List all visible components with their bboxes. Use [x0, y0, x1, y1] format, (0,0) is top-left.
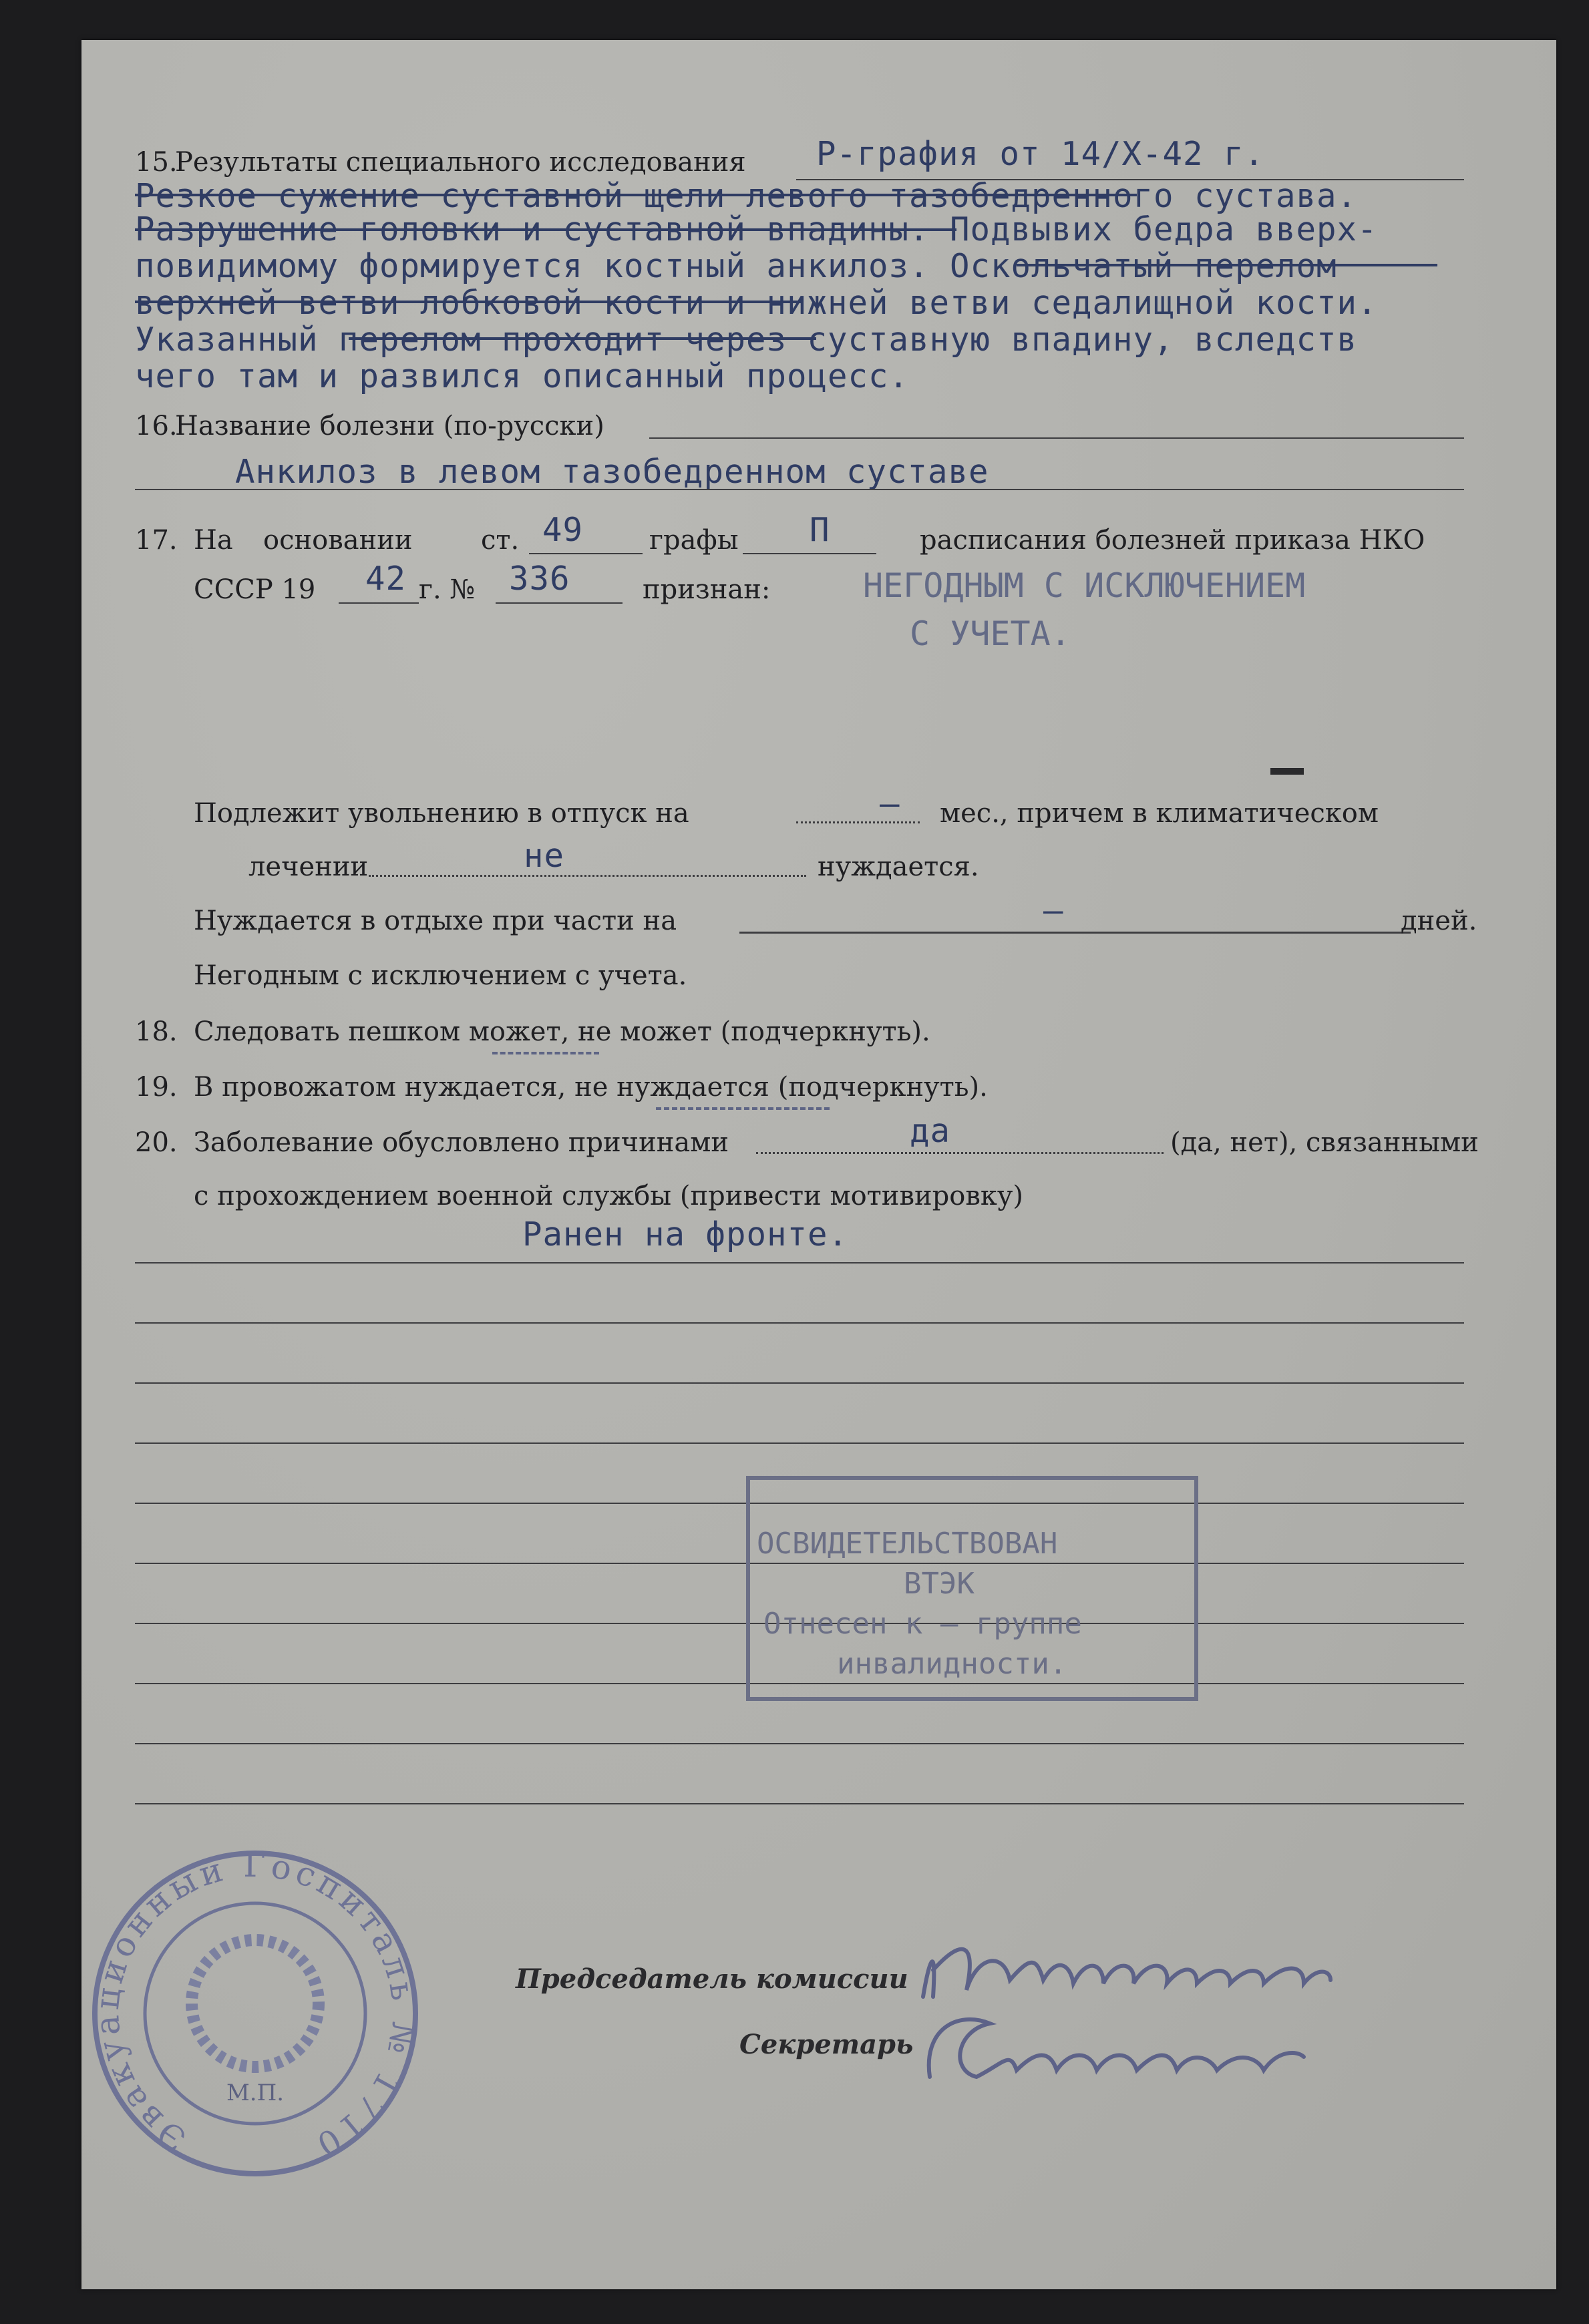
item17-article-line: [529, 553, 643, 554]
vtek-stamp-line-1: ОСВИДЕТЕЛЬСТВОВАН: [757, 1527, 1058, 1561]
strike-line-1: [135, 194, 1137, 196]
item15-line-3: повидимому формируется костный анкилоз. Оскольчатый перелом: [135, 247, 1337, 285]
leave-dotted-line: [796, 821, 920, 823]
strike-line-2: [135, 228, 956, 231]
reason-line-4: [135, 1442, 1464, 1444]
secretary-label: Секретарь: [739, 2029, 914, 2060]
unfit-statement: Негодным с исключением с учета.: [194, 960, 687, 991]
strike-line-3: [1017, 264, 1437, 266]
item17-recognized-label: признан:: [643, 574, 771, 605]
vtek-stamp-line-3: Отнесен к — группе: [763, 1607, 1082, 1641]
item18-number: 18.: [135, 1016, 178, 1047]
item16-underline-2: [135, 489, 1464, 490]
strike-line-5: [349, 337, 816, 340]
item20-value: да: [910, 1112, 951, 1150]
item19-number: 19.: [135, 1072, 178, 1103]
ink-mark: [1270, 768, 1304, 775]
treatment-text-2: нуждается.: [818, 851, 979, 882]
verdict-stamp-line-2: С УЧЕТА.: [910, 614, 1071, 653]
reason-line-3: [135, 1382, 1464, 1384]
item16-label: Название болезни (по-русски): [175, 411, 604, 441]
hospital-seal: [68, 1836, 442, 2184]
item17-word-st: ст.: [481, 525, 520, 556]
signatures: [903, 1917, 1477, 2104]
item17-year-line: [339, 602, 419, 604]
item15-line-1: Резкое сужение суставной щели левого тазобедренного сустава.: [135, 177, 1358, 215]
item17-year-value: 42: [365, 560, 407, 598]
item15-line-5: Указанный перелом проходит через суставную впадину, вследств: [135, 321, 1358, 359]
item20-reason: Ранен на фронте.: [522, 1215, 849, 1253]
document-sheet: [81, 40, 1556, 2289]
item20-number: 20.: [135, 1127, 178, 1158]
treatment-value: не: [524, 837, 565, 875]
item17-word-osnovanii: основании: [263, 525, 413, 556]
item17-order-line: [496, 602, 623, 604]
strike-line-4: [135, 301, 803, 303]
item15-value: Р-графия от 14/X-42 г.: [816, 135, 1265, 173]
seal-ring-text: Эвакуационный Госпиталь № 1710: [87, 1845, 424, 2166]
item18-text: Следовать пешком может, не может (подчеркнуть).: [194, 1016, 930, 1047]
seal-mp-text: М.П.: [226, 2080, 285, 2106]
item20-dotted-line: [756, 1152, 1164, 1154]
item17-order-value: 336: [509, 560, 570, 598]
treatment-label: лечении: [248, 851, 369, 882]
item17-ussr-text: СССР 19: [194, 574, 316, 605]
vtek-stamp-line-2: ВТЭК: [904, 1567, 975, 1601]
leave-text-2: мес., причем в климатическом: [940, 798, 1379, 829]
vtek-stamp-line-4: инвалидности.: [837, 1647, 1067, 1681]
item17-article-value: 49: [542, 511, 584, 549]
item17-column-value: П: [810, 511, 830, 549]
rest-blank-line: [739, 932, 1411, 934]
item20-label-2: (да, нет), связанными: [1170, 1127, 1479, 1158]
vtek-box-stamp: [746, 1476, 1198, 1701]
item15-number: 15.: [135, 147, 178, 178]
item17-word-grafy: графы: [649, 525, 739, 556]
item19-text: В провожатом нуждается, не нуждается (подчеркнуть).: [194, 1072, 988, 1103]
item18-underline-mark: [492, 1052, 599, 1054]
reason-line-2: [135, 1322, 1464, 1324]
treatment-dotted-line: [369, 875, 806, 877]
item17-order-label: г. №: [419, 574, 476, 605]
leave-value: –: [880, 785, 900, 823]
item17-number: 17.: [135, 525, 178, 556]
item17-column-line: [743, 553, 876, 554]
item20-label: Заболевание обусловлено причинами: [194, 1127, 729, 1158]
item15-label: Результаты специального исследования: [175, 147, 746, 178]
item17-word-na: На: [194, 525, 233, 556]
rest-value: –: [1043, 892, 1064, 930]
rest-text-2: дней.: [1401, 906, 1477, 936]
item19-underline-mark: [656, 1107, 830, 1110]
chairman-signature: [923, 1949, 1331, 1997]
item16-underline: [649, 437, 1464, 439]
chairman-label: Председатель комиссии: [516, 1963, 908, 1995]
item20-label-3: с прохождением военной службы (привести мотивировку): [194, 1181, 1023, 1211]
verdict-stamp-line-1: НЕГОДНЫМ С ИСКЛЮЧЕНИЕМ: [863, 566, 1306, 605]
item15-line-6: чего там и развился описанный процесс.: [135, 357, 910, 395]
reason-line-10: [135, 1803, 1464, 1804]
reason-line-9: [135, 1743, 1464, 1744]
item17-schedule-text: расписания болезней приказа НКО: [920, 525, 1425, 556]
leave-label: Подлежит увольнению в отпуск на: [194, 798, 689, 829]
secretary-signature: [929, 2019, 1304, 2077]
item15-line-2: Разрушение головки и суставной впадины. Подвывих бедра вверх-: [135, 210, 1378, 248]
rest-label: Нуждается в отдыхе при части на: [194, 906, 677, 936]
reason-line-1: [135, 1262, 1464, 1264]
item16-value: Анкилоз в левом тазобедренном суставе: [235, 453, 989, 491]
item16-number: 16.: [135, 411, 178, 441]
item15-line-4: верхней ветви лобковой кости и нижней ветви седалищной кости.: [135, 284, 1378, 322]
